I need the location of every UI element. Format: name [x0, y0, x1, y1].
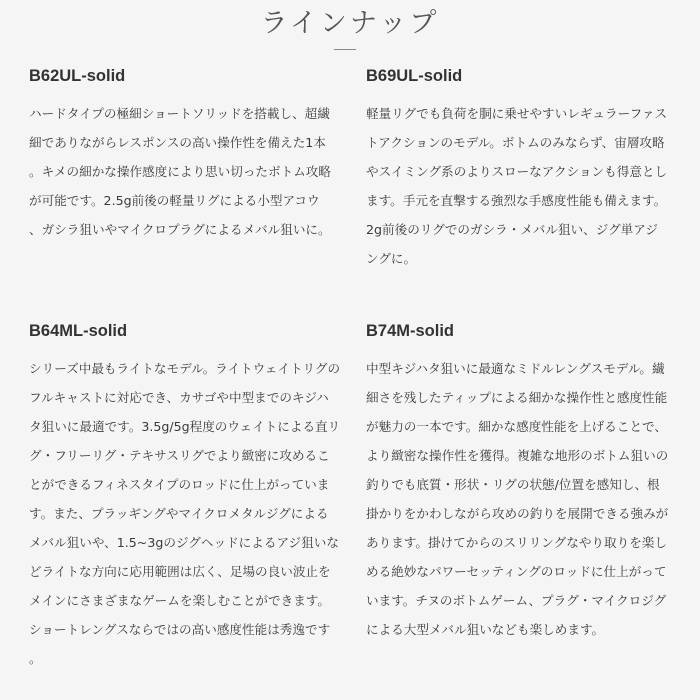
page-title: ラインナップ: [260, 8, 440, 39]
product-name: B69UL-solid: [366, 67, 463, 85]
product-name: B62UL-solid: [29, 67, 126, 85]
title-divider: [334, 49, 356, 50]
product-b62ul-solid: [29, 66, 331, 244]
product-description: 中型キジハタ狙いに最適なミドルレングスモデル。繊細さを残したティップによる細かな操作性と感度性能が魅力の一本です。細かな感度性能を上げることで、より緻密な操作性を獲得。複雑な地形のボトム狙いの釣りでも底質・形状・リグの状態/位置を感知し、根掛かりをかわしながら攻めの釣りを展開できる強みがあります。掛けてからのスリリングなやり取りを楽しめる絶妙なパワーセッティングのロッドに仕上がっています。チヌのボトムゲーム、プラグ・マイクロジグによる大型メバル狙いなども楽しめます。: [366, 361, 669, 637]
product-b69ul-solid: [366, 66, 670, 273]
product-name: B74M-solid: [366, 322, 455, 340]
product-name: B64ML-solid: [29, 322, 128, 340]
product-b74m-solid: [366, 321, 670, 644]
product-b64ml-solid: [29, 321, 341, 673]
product-description: 軽量リグでも負荷を胴に乗せやすいレギュラーファストアクションのモデル。ボトムのみならず、宙層攻略やスイミング系のよりスローなアクションも得意とします。手元を直撃する強烈な手感度性能も備えます。2g前後のリグでのガシラ・メバル狙い、ジグ単アジングに。: [366, 106, 668, 266]
product-description: シリーズ中最もライトなモデル。ライトウェイトリグのフルキャストに対応でき、カサゴや中型までのキジハタ狙いに最適です。3.5g/5g程度のウェイトによる直リグ・フリーリグ・テキサスリグでより緻密に攻めることができるフィネスタイプのロッドに仕上がっています。また、プラッギングやマイクロメタルジグによるメバル狙いや、1.5~3gのジグヘッドによるアジ狙いなどライトな方向に応用範囲は広く、足場の良い波止をメインにさまざまなゲームを楽しむことができます。ショートレングスならではの高い感度性能は秀逸です。: [29, 361, 341, 666]
product-description: ハードタイプの極細ショートソリッドを搭載し、超繊細でありながらレスポンスの高い操作性を備えた1本。キメの細かな操作感度により思い切ったボトム攻略が可能です。2.5g前後の軽量リグによる小型アコウ、ガシラ狙いやマイクロプラグによるメバル狙いに。: [29, 106, 331, 237]
